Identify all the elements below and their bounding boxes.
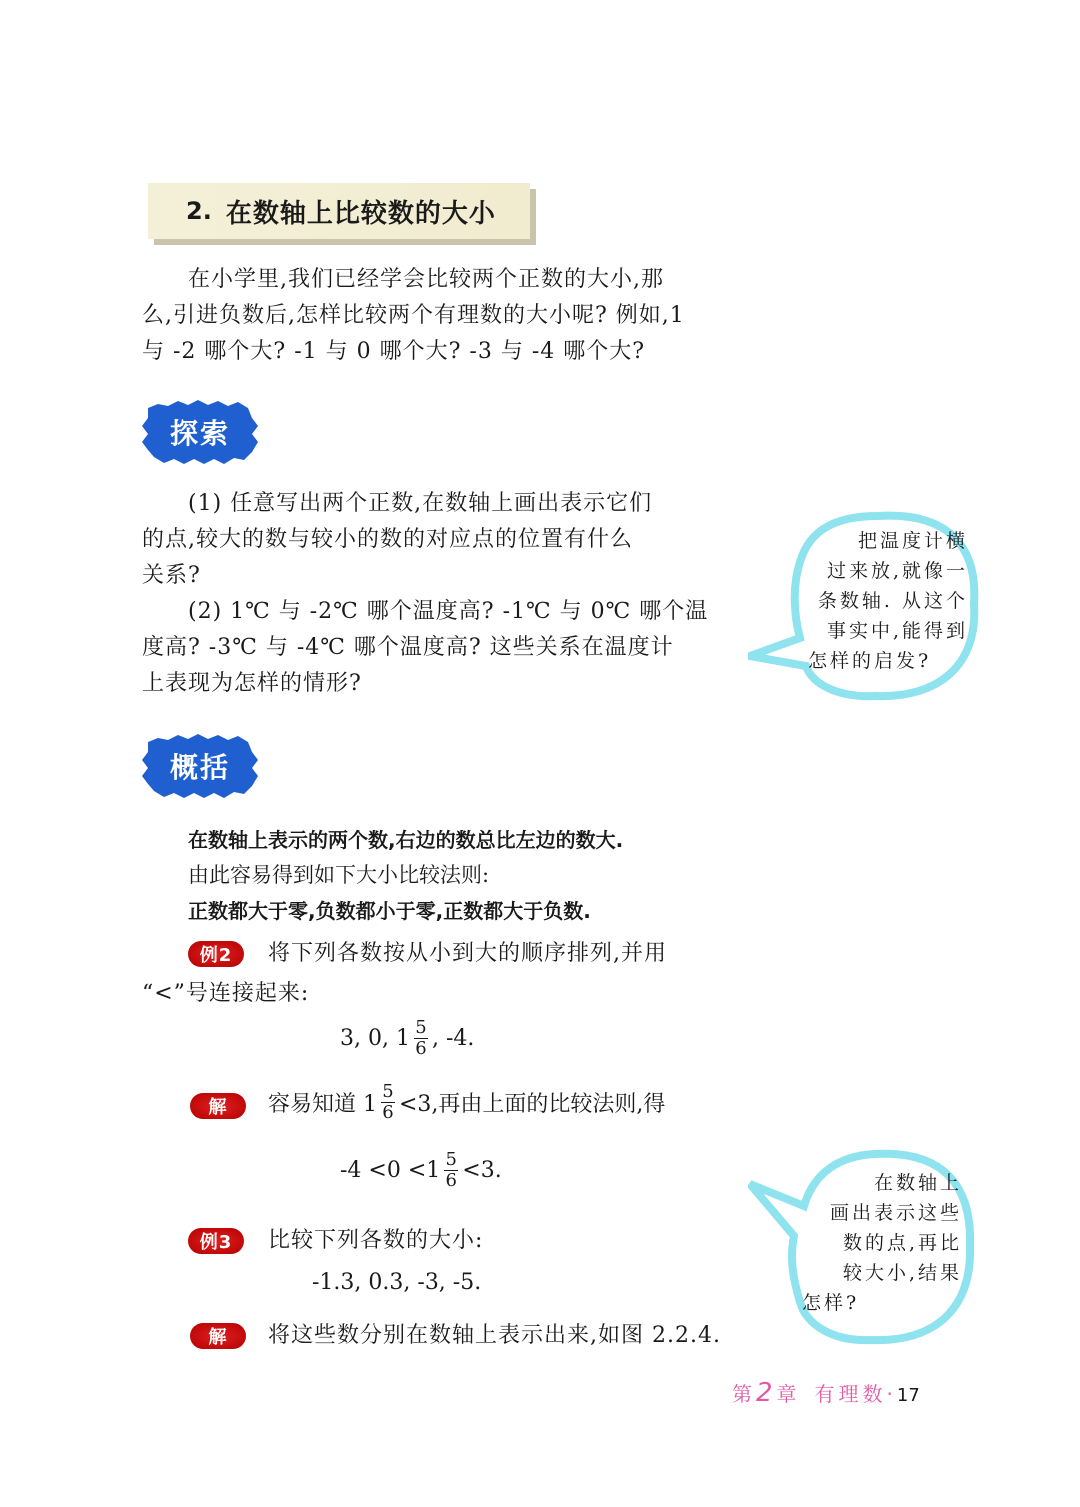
thought-bubble (748, 1146, 978, 1346)
intro-line: 么,引进负数后,怎样比较两个有理数的大小呢? 例如,1 (142, 303, 685, 328)
example-number-list: -1.3, 0.3, -3, -5. (312, 1270, 482, 1295)
chapter-title: 有理数 (814, 1382, 887, 1406)
summary-rule: 在数轴上表示的两个数,右边的数总比左边的数大. (188, 828, 624, 852)
bubble-text (808, 526, 968, 676)
solution-text: 将这些数分别在数轴上表示出来,如图 2.2.4. (268, 1323, 721, 1348)
result-post: <3. (462, 1158, 502, 1183)
intro-paragraph (142, 262, 722, 370)
explore-paragraph (142, 486, 722, 702)
thought-bubble (748, 506, 982, 702)
section-number: 2. (186, 197, 212, 225)
list-text: 3, 0, 1 (340, 1026, 410, 1051)
solution-label: 解 (190, 1093, 246, 1119)
solution-text (268, 1082, 665, 1123)
result-pre: -4 <0 <1 (340, 1158, 441, 1183)
example-text: “<”号连接起来: (142, 981, 310, 1006)
intro-line: 与 -2 哪个大? -1 与 0 哪个大? -3 与 -4 哪个大? (142, 339, 646, 364)
bubble-text (802, 1168, 962, 1318)
fraction-numerator: 5 (415, 1017, 427, 1038)
bubble-line: 条数轴. 从这个 (817, 590, 968, 612)
summary-badge-label: 概括 (169, 751, 230, 784)
fraction-denominator: 6 (445, 1170, 457, 1191)
fraction (381, 1082, 395, 1123)
fraction-numerator: 5 (445, 1149, 457, 1170)
bubble-line: 数的点,再比 (842, 1232, 962, 1254)
explore-badge (140, 396, 260, 468)
footer-dot: · (886, 1382, 897, 1406)
solution-post: <3,再由上面的比较法则,得 (399, 1092, 666, 1117)
list-text: , -4. (431, 1026, 475, 1051)
fraction-denominator: 6 (382, 1102, 394, 1123)
example-text: 比较下列各数的大小: (268, 1228, 484, 1253)
bubble-line: 过来放,就像一 (826, 560, 968, 582)
solution-pre: 容易知道 1 (268, 1092, 377, 1117)
explore-line: 关系? (142, 563, 201, 588)
bubble-line: 画出表示这些 (829, 1202, 962, 1224)
footer-suffix: 章 (776, 1382, 801, 1406)
summary-rule-2: 正数都大于零,负数都小于零,正数都大于负数. (188, 899, 591, 923)
fraction (444, 1150, 458, 1191)
explore-line: (1) 任意写出两个正数,在数轴上画出表示它们 (188, 491, 653, 516)
bubble-line: 在数轴上 (873, 1172, 962, 1194)
bubble-line: 事实中,能得到 (826, 620, 968, 642)
explore-line: (2) 1℃ 与 -2℃ 哪个温度高? -1℃ 与 0℃ 哪个温 (188, 599, 709, 624)
footer-prefix: 第 (732, 1382, 756, 1406)
explore-line: 度高? -3℃ 与 -4℃ 哪个温度高? 这些关系在温度计 (142, 635, 674, 660)
example-text: 将下列各数按从小到大的顺序排列,并用 (268, 941, 667, 966)
bubble-line: 怎样? (802, 1292, 860, 1314)
chapter-number: 2 (756, 1378, 777, 1408)
example-label: 例2 (188, 941, 244, 967)
section-title: 在数轴上比较数的大小 (225, 198, 496, 229)
page-number: 17 (896, 1385, 920, 1406)
example-number-list (340, 1018, 474, 1059)
summary-badge (140, 730, 260, 802)
solution-label: 解 (190, 1323, 246, 1349)
intro-line: 在小学里,我们已经学会比较两个正数的大小,那 (188, 267, 664, 292)
fraction (414, 1018, 428, 1059)
fraction-denominator: 6 (415, 1038, 427, 1059)
section-heading (148, 183, 530, 239)
explore-line: 上表现为怎样的情形? (142, 671, 362, 696)
page-footer (732, 1378, 920, 1408)
summary-intro: 由此容易得到如下大小比较法则: (188, 863, 490, 887)
bubble-line: 把温度计横 (857, 530, 968, 552)
explore-line: 的点,较大的数与较小的数的对应点的位置有什么 (142, 527, 633, 552)
bubble-line: 怎样的启发? (808, 650, 932, 672)
explore-badge-label: 探索 (169, 417, 230, 450)
solution-result (340, 1150, 502, 1191)
bubble-line: 较大小,结果 (842, 1262, 962, 1284)
example-label: 例3 (188, 1228, 244, 1254)
fraction-numerator: 5 (382, 1081, 394, 1102)
